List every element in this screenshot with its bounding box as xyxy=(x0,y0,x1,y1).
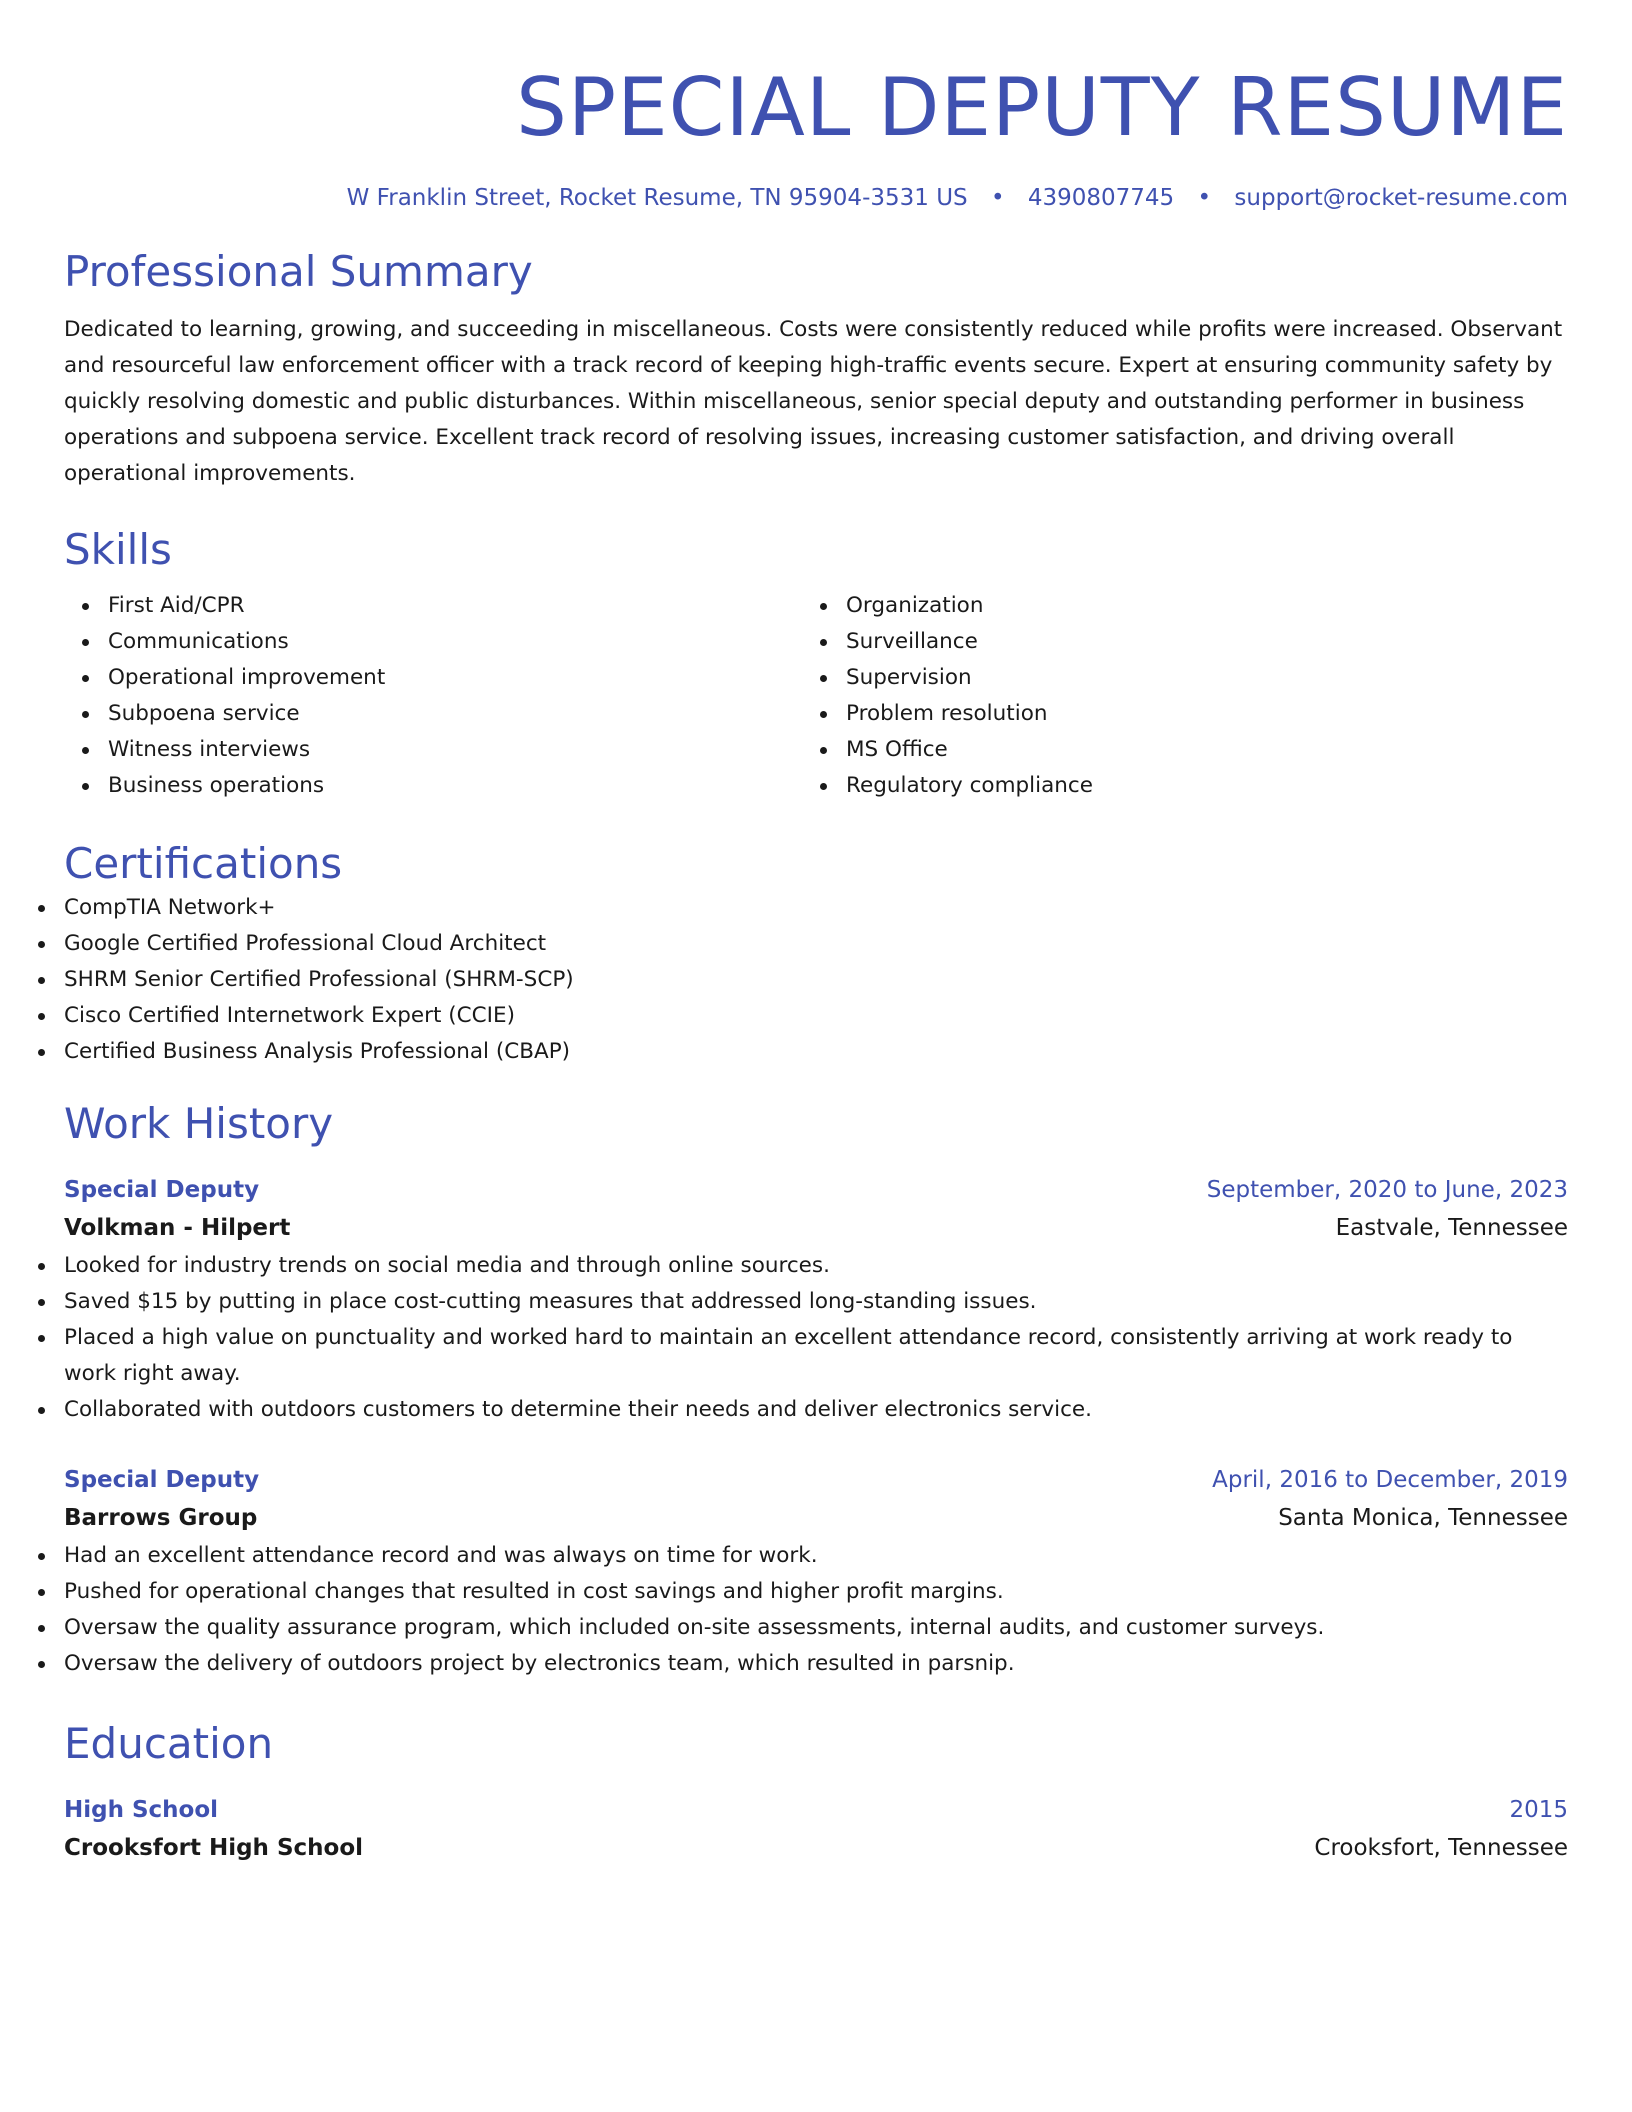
job-title: Special Deputy xyxy=(64,1177,260,1203)
work-history-heading: Work History xyxy=(64,1099,334,1148)
job-dates: April, 2016 to December, 2019 xyxy=(1212,1467,1568,1493)
job-company: Volkman - Hilpert xyxy=(64,1215,291,1241)
skill-item: Communications xyxy=(108,624,802,660)
skills-grid xyxy=(64,588,1568,804)
job-dates: September, 2020 to June, 2023 xyxy=(1206,1177,1568,1203)
skill-item: Surveillance xyxy=(846,624,1540,660)
job-company-row xyxy=(64,1208,1568,1248)
education-year: 2015 xyxy=(1509,1797,1568,1823)
summary-text: Dedicated to learning, growing, and succeeding in miscellaneous. Costs were consistently reduced while profits were increased. Observant and resourceful law enforcement officer with a track record of keeping high-traffic events secure. Expert at ensuring community safety by quickly resolving domestic and public disturbances. Within miscellaneous, senior special deputy and outstanding performer in business operations and subpoena service. Excellent track record of resolving issues, increasing customer satisfaction, and driving overall operational improvements. xyxy=(64,317,1563,486)
education-header-row xyxy=(64,1792,1568,1828)
job-bullet: Had an excellent attendance record and was always on time for work. xyxy=(64,1538,1568,1574)
job-bullet: Oversaw the delivery of outdoors project by electronics team, which resulted in parsnip. xyxy=(64,1646,1568,1682)
job-title: Special Deputy xyxy=(64,1467,260,1493)
job-bullet: Oversaw the quality assurance program, which included on-site assessments, internal audits, and customer surveys. xyxy=(64,1610,1568,1646)
summary-heading: Professional Summary xyxy=(64,247,533,296)
job-bullet: Looked for industry trends on social media and through online sources. xyxy=(64,1248,1568,1284)
education-heading: Education xyxy=(64,1719,274,1768)
education-entry xyxy=(64,1792,1568,1868)
job-bullets xyxy=(64,1248,1568,1428)
job-company-row xyxy=(64,1498,1568,1538)
certification-item: CompTIA Network+ xyxy=(64,890,1568,926)
skill-item: Regulatory compliance xyxy=(846,768,1540,804)
contact-separator: • xyxy=(990,185,1005,211)
job-company: Barrows Group xyxy=(64,1505,258,1531)
contact-email: support@rocket-resume.com xyxy=(1234,185,1568,211)
job-bullet: Saved $15 by putting in place cost-cutting measures that addressed long-standing issues. xyxy=(64,1284,1568,1320)
job-entry xyxy=(64,1172,1568,1428)
skill-item: Supervision xyxy=(846,660,1540,696)
job-bullet: Placed a high value on punctuality and worked hard to maintain an excellent attendance record, consistently arriving at work ready to work right away. xyxy=(64,1320,1568,1392)
skill-item: Business operations xyxy=(108,768,802,804)
skill-item: Problem resolution xyxy=(846,696,1540,732)
education-degree: High School xyxy=(64,1797,219,1823)
skill-item: First Aid/CPR xyxy=(108,588,802,624)
job-header-row xyxy=(64,1172,1568,1208)
contact-line xyxy=(64,182,1568,214)
skill-item: Operational improvement xyxy=(108,660,802,696)
certification-item: Certified Business Analysis Professional (CBAP) xyxy=(64,1034,1568,1070)
job-bullet: Pushed for operational changes that resulted in cost savings and higher profit margins. xyxy=(64,1574,1568,1610)
skills-column-left xyxy=(64,588,802,804)
skill-item: Subpoena service xyxy=(108,696,802,732)
job-header-row xyxy=(64,1462,1568,1498)
contact-address: W Franklin Street, Rocket Resume, TN 95904-3531 US xyxy=(346,185,968,211)
certification-item: SHRM Senior Certified Professional (SHRM-SCP) xyxy=(64,962,1568,998)
skills-column-right xyxy=(802,588,1540,804)
skill-item: MS Office xyxy=(846,732,1540,768)
skill-item: Witness interviews xyxy=(108,732,802,768)
education-school: Crooksfort High School xyxy=(64,1835,363,1861)
job-bullets xyxy=(64,1538,1568,1682)
certification-item: Google Certified Professional Cloud Architect xyxy=(64,926,1568,962)
job-entry xyxy=(64,1462,1568,1682)
job-location: Eastvale, Tennessee xyxy=(1335,1215,1568,1241)
education-location: Crooksfort, Tennessee xyxy=(1314,1835,1568,1861)
resume-title: SPECIAL DEPUTY RESUME xyxy=(516,61,1568,154)
skills-heading: Skills xyxy=(64,525,172,574)
job-bullet: Collaborated with outdoors customers to determine their needs and deliver electronics service. xyxy=(64,1392,1568,1428)
job-location: Santa Monica, Tennessee xyxy=(1278,1505,1568,1531)
contact-phone: 4390807745 xyxy=(1027,185,1175,211)
certification-item: Cisco Certified Internetwork Expert (CCIE) xyxy=(64,998,1568,1034)
contact-separator: • xyxy=(1197,185,1212,211)
skill-item: Organization xyxy=(846,588,1540,624)
education-school-row xyxy=(64,1828,1568,1868)
certifications-heading: Certifications xyxy=(64,839,343,888)
certifications-list xyxy=(64,890,1568,1070)
